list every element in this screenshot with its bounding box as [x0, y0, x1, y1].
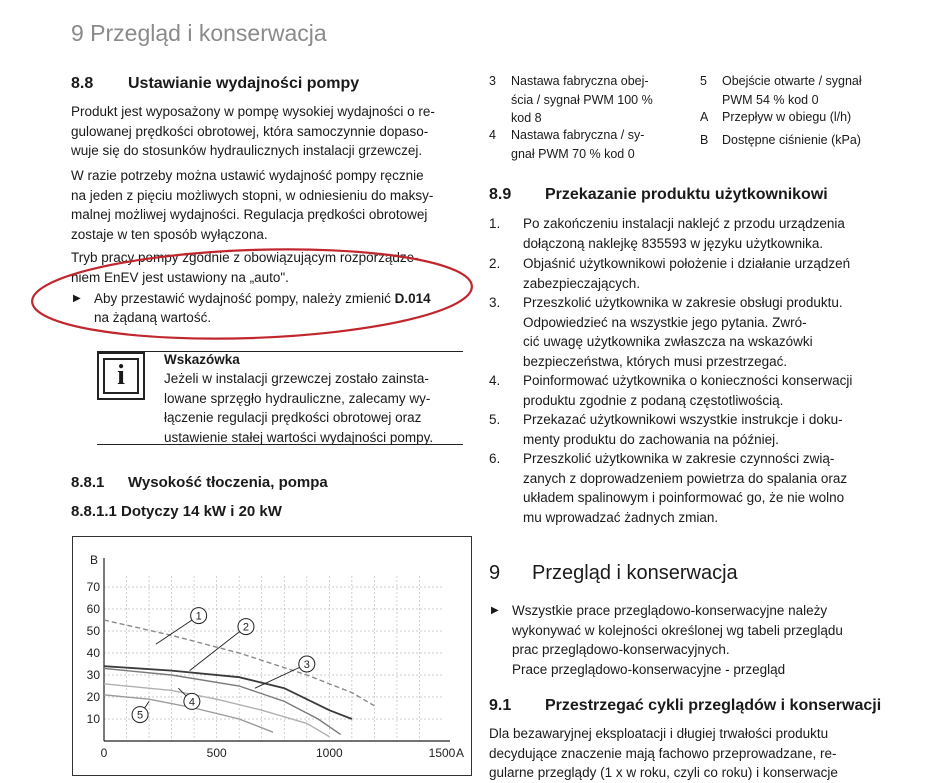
bullet-arrow-icon: ▶ [491, 605, 499, 616]
x-tick-label: 0 [100, 746, 108, 760]
section-9-instruction: ▶ Wszystkie prace przeglądowo-konserwacyjne należy wykonywać w kolejności określonej wg tabeli przeglądu prac przeglądowo-konserwacyjnych. Prace przeglądowo-konserwacyjne - przegląd [491, 603, 843, 677]
callout-label-2: 2 [242, 621, 250, 634]
callout-label-4: 4 [188, 696, 195, 709]
section-number: 8.8 [71, 75, 94, 92]
y-tick-label: 10 [86, 712, 100, 726]
note-bottom-rule [97, 444, 463, 445]
paragraph-enev-mode: Tryb pracy pompy zgodnie z obowiązującym rozporządze- niem EnEV jest ustawiony na „auto". [71, 250, 419, 285]
red-highlight-ellipse [28, 242, 480, 342]
section-8-9-heading: 8.9 Przekazanie produktu użytkownikowi [489, 186, 828, 203]
series-line-3 [104, 668, 341, 734]
x-tick-label: 1500 [428, 746, 456, 760]
section-9-1-heading: 9.1 Przestrzegać cykli przeglądów i konserwacji [489, 697, 882, 714]
list-item: 3. Przeszkolić użytkownika w zakresie obsługi produktu. Odpowiedzieć na wszystkie jego pytania. Zwró- cić uwagę użytkownika zwłaszcza na wskazówki bezpieczeństwa, których musi przestrzegać. [489, 295, 843, 369]
note-title: Wskazówka [164, 352, 240, 367]
page-title: 9 Przegląd i konserwacja [71, 20, 327, 46]
list-item: 6. Przeszkolić użytkownika w zakresie czynności zwią- zanych z doprowadzeniem powietrza do spalania oraz układem spalinowym i poinformować go, że nie wolno mu wprowadzać żadnych zmian. [489, 451, 848, 525]
legend-left-column: 3 Nastawa fabryczna obej- ścia / sygnał PWM 100 % kod 8 4 Nastawa fabryczna / sy- gnał PWM 70 % kod 0 [489, 74, 653, 161]
x-tick-label: 500 [206, 746, 227, 760]
callout-leader-3 [255, 664, 307, 688]
y-tick-label: 50 [86, 624, 100, 638]
x-tick-label: 1000 [315, 746, 343, 760]
y-tick-label: 40 [86, 646, 100, 660]
x-axis-label: A [456, 746, 465, 760]
list-item: 1. Po zakończeniu instalacji naklejć z przodu urządzenia dołączoną naklejkę 835593 w języku użytkownika. [489, 216, 845, 251]
section-8-8-1-1-heading: 8.8.1.1 Dotyczy 14 kW i 20 kW [71, 503, 282, 520]
y-axis-label: B [90, 553, 99, 567]
diagnostic-code: D.014 [394, 291, 431, 306]
callout-label-3: 3 [303, 659, 310, 671]
paragraph-pump-intro: Produkt jest wyposażony w pompę wysokiej wydajności o re- gulowanej prędkości obrotowej, która samoczynnie dopaso- wuje się do stosunków hydraulicznych instalacji grzewczej. [71, 104, 435, 158]
pump-head-chart [72, 536, 472, 768]
y-tick-label: 60 [86, 602, 100, 616]
list-item: 5. Przekazać użytkownikowi wszystkie instrukcje i doku- menty produktu do zachowania na później. [489, 412, 843, 447]
y-tick-label: 20 [86, 690, 100, 704]
bullet-arrow-icon: ▶ [73, 293, 81, 304]
callout-label-5: 5 [136, 709, 144, 722]
callout-label-1: 1 [195, 610, 202, 623]
section-8-8-1-heading: 8.8.1 Wysokość tłoczenia, pompa [71, 474, 328, 491]
section-9-heading: 9 Przegląd i konserwacja [489, 562, 738, 584]
y-tick-label: 30 [86, 668, 100, 682]
legend-right-column: 5 Obejście otwarte / sygnał PWM 54 % kod 0 A Przepływ w obiegu (l/h) B Dostępne ciśnienie (kPa) [700, 74, 862, 147]
y-tick-label: 70 [86, 580, 100, 594]
note-top-rule [97, 351, 463, 352]
section-9-1-text: Dla bezawaryjnej eksploatacji i długiej trwałości produktu decydujące znaczenie mają fachowo przeprowadzane, re- gularne przeglądy (1 x w roku, czyli co roku) i konserwacje [489, 726, 838, 780]
paragraph-manual-setting: W razie potrzeby można ustawić wydajność pompy ręcznie na jeden z pięciu możliwych stopni, w odniesieniu do maksy- malnej możliwej wydajności. Regulacja prędkości obrotowej zostaje w ten sposób wyłączona. [71, 168, 434, 242]
list-item: 4. Poinformować użytkownika o konieczności konserwacji produktu zgodnie z podaną częstotliwością. [489, 373, 853, 408]
section-8-8-heading [71, 75, 360, 93]
handover-steps-list [489, 214, 889, 534]
note-text: Jeżeli w instalacji grzewczej zostało zainsta- lowane sprzęgło hydrauliczne, zalecamy wy- łączenie regulacji prędkości obrotowej oraz ustawienie stałej wartości wydajności pompy. [164, 371, 434, 445]
section-title: Ustawianie wydajności pompy [128, 75, 360, 92]
list-item: 2. Objaśnić użytkownikowi położenie i działanie urządzeń zabezpieczających. [489, 256, 851, 291]
info-icon: i [97, 352, 145, 400]
callout-leader-2 [190, 627, 246, 671]
